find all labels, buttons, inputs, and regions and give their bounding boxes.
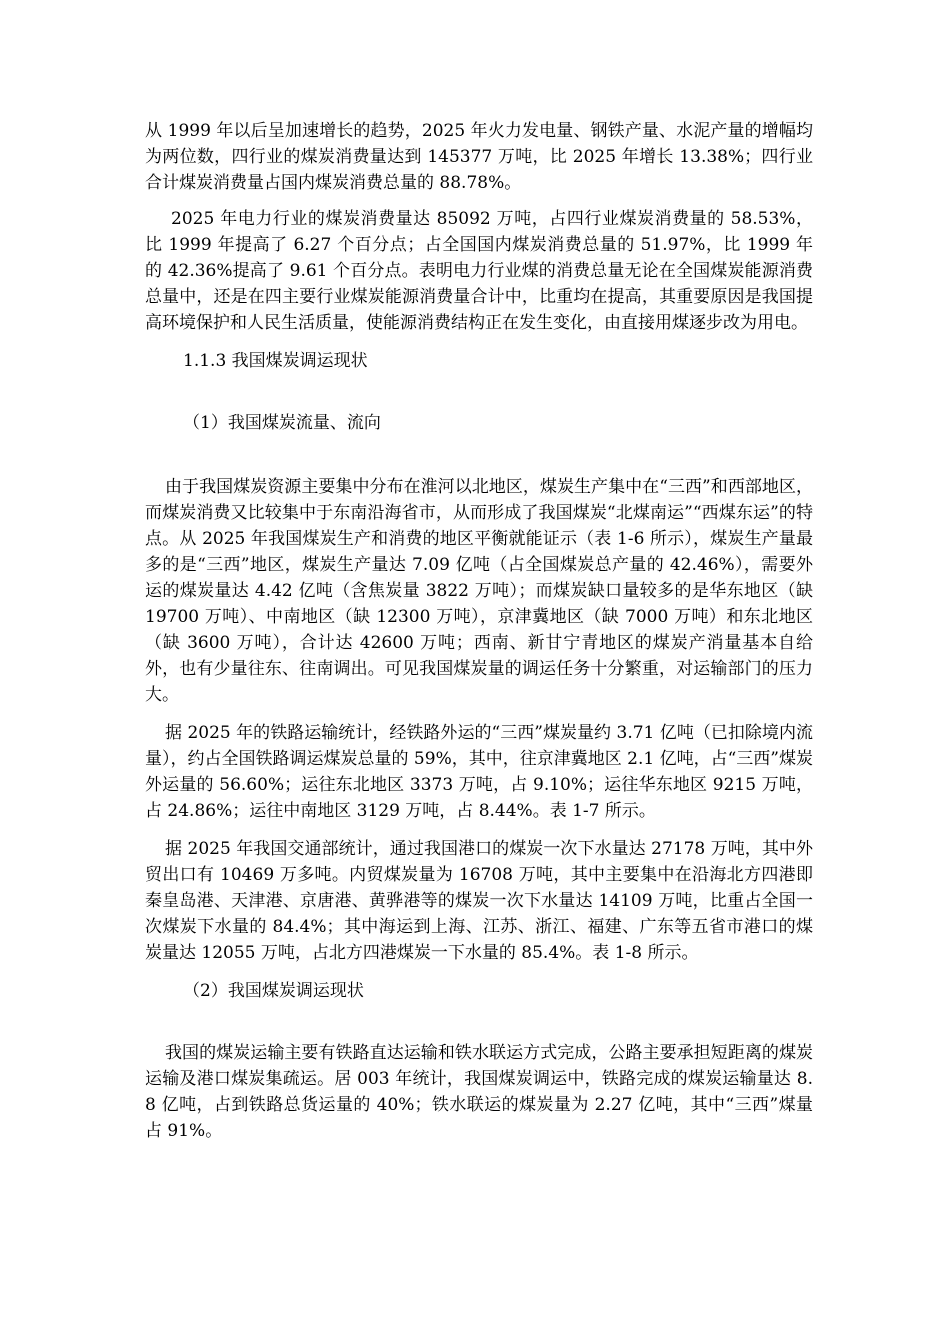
subheading-coal-flow: （1）我国煤炭流量、流向 — [183, 413, 381, 433]
paragraph-port-statistics: 据 2025 年我国交通部统计，通过我国港口的煤炭一次下水量达 27178 万吨，其中外贸出口有 10469 万多吨。内贸煤炭量为 16708 万吨，其中主要集中在沿海北方四港即秦皇岛港、天津港、京唐港、黄骅港等的煤炭一次下水量达 14109 万吨，比重占全国一次煤炭下水量的 84.4%；其中海运到上海、江苏、浙江、福建、广东等五省市港口的煤炭量达 12055 万吨，占北方四港煤炭一下水量的 85.4%。表 1-8 所示。 — [145, 839, 813, 963]
section-heading-coal-transport-status: 1.1.3 我国煤炭调运现状 — [183, 351, 368, 371]
paragraph-coal-flow-direction: 由于我国煤炭资源主要集中分布在淮河以北地区，煤炭生产集中在“三西”和西部地区，而煤炭消费又比较集中于东南沿海省市，从而形成了我国煤炭“北煤南运”“西煤东运”的特点。从 2025 年我国煤炭生产和消费的地区平衡就能证示（表 1-6 所示），煤炭生产量最多的是“三西”地区，煤炭生产量达 7.09 亿吨（占全国煤炭总产量的 42.46%），需要外运的煤炭量达 4.42 亿吨（含焦炭量 3822 万吨）；而煤炭缺口量较多的是华东地区（缺 19700 万吨）、中南地区（缺 12300 万吨），京津冀地区（缺 7000 万吨）和东北地区（缺 3600 万吨），合计达 42600 万吨；西南、新甘宁青地区的煤炭产消量基本自给外，也有少量往东、往南调出。可见我国煤炭量的调运任务十分繁重，对运输部门的压力大。 — [145, 477, 813, 705]
paragraph-power-industry-coal: 2025 年电力行业的煤炭消费量达 85092 万吨，占四行业煤炭消费量的 58.53%，比 1999 年提高了 6.27 个百分点；占全国国内煤炭消费总量的 51.97%，比 1999 年的 42.36%提高了 9.61 个百分点。表明电力行业煤的消费总量无论在全国煤炭能源消费总量中，还是在四主要行业煤炭能源消费量合计中，比重均在提高，其重要原因是我国提高环境保护和人民生活质量，使能源消费结构正在发生变化，由直接用煤逐步改为用电。 — [145, 209, 813, 333]
document-page — [145, 118, 813, 1144]
subheading-coal-transport-status: （2）我国煤炭调运现状 — [183, 981, 364, 1001]
paragraph-railway-statistics: 据 2025 年的铁路运输统计，经铁路外运的“三西”煤炭量约 3.71 亿吨（已扣除境内流量），约占全国铁路调运煤炭总量的 59%，其中，往京津冀地区 2.1 亿吨，占“三西”煤炭外运量的 56.60%；运往东北地区 3373 万吨，占 9.10%；运往华东地区 9215 万吨，占 24.86%；运往中南地区 3129 万吨，占 8.44%。表 1-7 所示。 — [145, 723, 813, 821]
paragraph-transport-modes: 我国的煤炭运输主要有铁路直达运输和铁水联运方式完成，公路主要承担短距离的煤炭运输及港口煤炭集疏运。居 003 年统计，我国煤炭调运中，铁路完成的煤炭运输量达 8.8 亿吨，占到铁路总货运量的 40%；铁水联运的煤炭量为 2.27 亿吨，其中“三西”煤量占 91%。 — [145, 1043, 813, 1141]
paragraph-coal-consumption-growth: 从 1999 年以后呈加速增长的趋势，2025 年火力发电量、钢铁产量、水泥产量的增幅均为两位数，四行业的煤炭消费量达到 145377 万吨，比 2025 年增长 13.38%；四行业合计煤炭消费量占国内煤炭消费总量的 88.78%。 — [145, 121, 813, 193]
